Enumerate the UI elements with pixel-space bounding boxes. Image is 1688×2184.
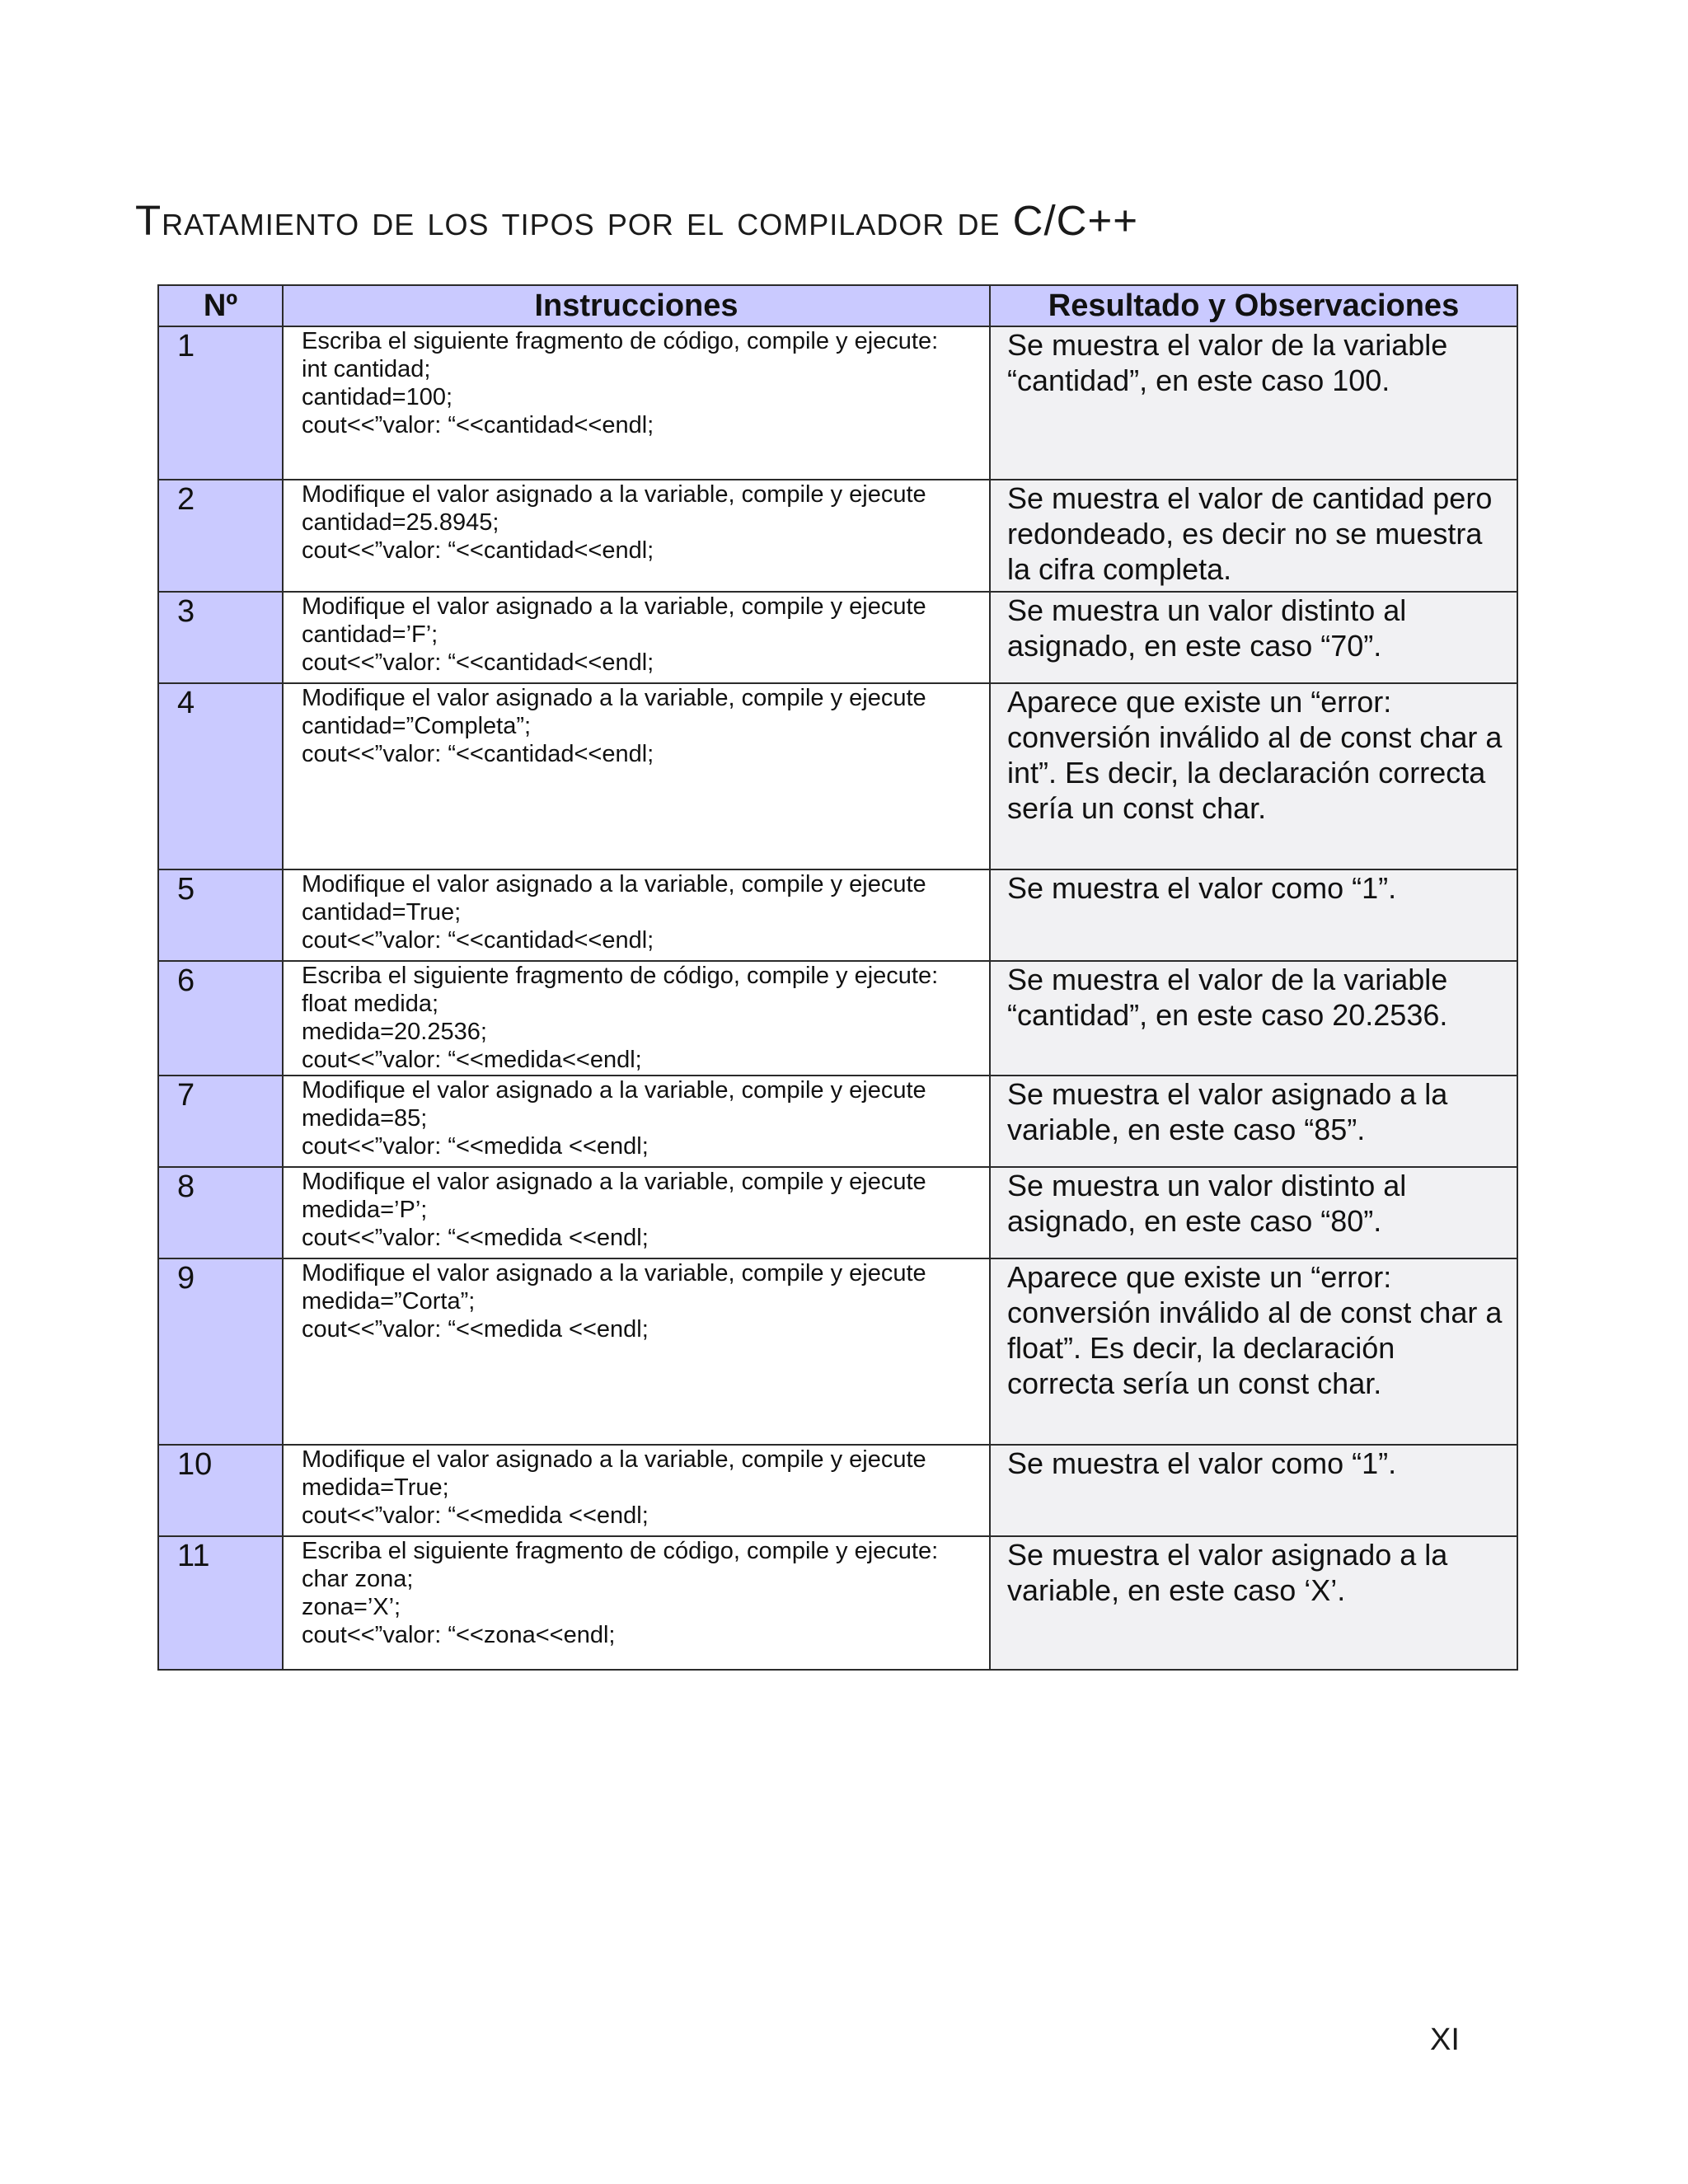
header-instructions: Instrucciones (283, 285, 990, 326)
row-number: 11 (158, 1536, 283, 1670)
row-instructions (283, 592, 990, 683)
row-instructions (283, 1167, 990, 1258)
instruction-line: cout<<”valor: “<<medida <<endl; (302, 1225, 649, 1251)
row-number: 6 (158, 961, 283, 1076)
row-number: 1 (158, 326, 283, 480)
row-result: Se muestra el valor de cantidad pero redondeado, es decir no se muestra la cifra completa. (990, 480, 1517, 592)
instruction-line: Modifique el valor asignado a la variable, compile y ejecute (302, 593, 926, 620)
instruction-line: char zona; (302, 1566, 414, 1592)
instruction-line: Modifique el valor asignado a la variable, compile y ejecute (302, 1077, 926, 1104)
row-number: 4 (158, 683, 283, 869)
row-result: Aparece que existe un “error: conversión inválido al de const char a float”. Es decir, la declaración correcta sería un const char. (990, 1258, 1517, 1445)
row-instructions (283, 683, 990, 869)
row-result: Aparece que existe un “error: conversión inválido al de const char a int”. Es decir, la declaración correcta sería un const char. (990, 683, 1517, 869)
row-number: 3 (158, 592, 283, 683)
row-number: 7 (158, 1076, 283, 1167)
instruction-line: medida=True; (302, 1474, 449, 1501)
row-result: Se muestra el valor de la variable “cantidad”, en este caso 100. (990, 326, 1517, 480)
row-instructions (283, 1076, 990, 1167)
instruction-line: Modifique el valor asignado a la variable, compile y ejecute (302, 481, 926, 508)
instruction-line: cantidad=”Completa”; (302, 713, 532, 739)
row-instructions (283, 1258, 990, 1445)
row-instructions (283, 869, 990, 961)
header-number: Nº (158, 285, 283, 326)
row-result: Se muestra el valor asignado a la variable, en este caso “85”. (990, 1076, 1517, 1167)
row-result: Se muestra un valor distinto al asignado, en este caso “70”. (990, 592, 1517, 683)
instruction-line: cantidad=100; (302, 384, 453, 410)
instruction-line: medida=20.2536; (302, 1019, 487, 1045)
instruction-line: int cantidad; (302, 356, 431, 382)
page-title: Tratamiento de los tipos por el compilador de C/C++ (134, 197, 1139, 244)
row-result: Se muestra el valor como “1”. (990, 1445, 1517, 1536)
row-instructions (283, 1445, 990, 1536)
instruction-line: cout<<”valor: “<<medida <<endl; (302, 1502, 649, 1529)
instruction-line: medida=’P’; (302, 1197, 428, 1223)
table-row (158, 961, 1517, 1076)
instruction-line: zona=’X’; (302, 1594, 401, 1620)
instruction-line: cout<<”valor: “<<medida <<endl; (302, 1316, 649, 1343)
instruction-line: Modifique el valor asignado a la variable, compile y ejecute (302, 1260, 926, 1286)
row-instructions (283, 480, 990, 592)
table-row (158, 683, 1517, 869)
header-results: Resultado y Observaciones (990, 285, 1517, 326)
table-row (158, 592, 1517, 683)
row-result: Se muestra el valor de la variable “cantidad”, en este caso 20.2536. (990, 961, 1517, 1076)
instruction-line: cout<<”valor: “<<cantidad<<endl; (302, 537, 654, 564)
instruction-line: Modifique el valor asignado a la variable, compile y ejecute (302, 685, 926, 711)
row-number: 9 (158, 1258, 283, 1445)
table-row (158, 1167, 1517, 1258)
instruction-line: Escriba el siguiente fragmento de código, compile y ejecute: (302, 1538, 939, 1564)
row-number: 8 (158, 1167, 283, 1258)
instruction-line: Modifique el valor asignado a la variable, compile y ejecute (302, 871, 926, 898)
instruction-line: cantidad=25.8945; (302, 509, 499, 536)
page-number: XI (1430, 2022, 1460, 2057)
instruction-line: cout<<”valor: “<<cantidad<<endl; (302, 412, 654, 438)
table-row (158, 1445, 1517, 1536)
instruction-line: Escriba el siguiente fragmento de código, compile y ejecute: (302, 963, 939, 989)
instruction-line: cantidad=True; (302, 899, 462, 926)
row-number: 5 (158, 869, 283, 961)
table-row (158, 1076, 1517, 1167)
row-number: 2 (158, 480, 283, 592)
table-row (158, 1258, 1517, 1445)
row-instructions (283, 1536, 990, 1670)
table-row (158, 326, 1517, 480)
instruction-line: float medida; (302, 991, 439, 1017)
row-result: Se muestra el valor asignado a la variable, en este caso ‘X’. (990, 1536, 1517, 1670)
instruction-line: cantidad=’F’; (302, 621, 438, 648)
row-result: Se muestra el valor como “1”. (990, 869, 1517, 961)
instruction-line: cout<<”valor: “<<zona<<endl; (302, 1622, 616, 1648)
instruction-line: cout<<”valor: “<<cantidad<<endl; (302, 649, 654, 676)
table-row (158, 480, 1517, 592)
instruction-line: cout<<”valor: “<<medida <<endl; (302, 1133, 649, 1160)
instruction-line: cout<<”valor: “<<cantidad<<endl; (302, 927, 654, 954)
row-instructions (283, 326, 990, 480)
types-table (157, 284, 1518, 1671)
instruction-line: Escriba el siguiente fragmento de código, compile y ejecute: (302, 328, 939, 354)
instruction-line: Modifique el valor asignado a la variable, compile y ejecute (302, 1169, 926, 1195)
row-number: 10 (158, 1445, 283, 1536)
instruction-line: medida=”Corta”; (302, 1288, 476, 1315)
instruction-line: cout<<”valor: “<<cantidad<<endl; (302, 741, 654, 767)
row-result: Se muestra un valor distinto al asignado, en este caso “80”. (990, 1167, 1517, 1258)
instruction-line: cout<<”valor: “<<medida<<endl; (302, 1047, 642, 1073)
table-header-row (158, 285, 1517, 326)
table-body (158, 326, 1517, 1670)
instruction-line: medida=85; (302, 1105, 428, 1132)
instruction-line: Modifique el valor asignado a la variable, compile y ejecute (302, 1446, 926, 1473)
table-row (158, 1536, 1517, 1670)
table-row (158, 869, 1517, 961)
row-instructions (283, 961, 990, 1076)
